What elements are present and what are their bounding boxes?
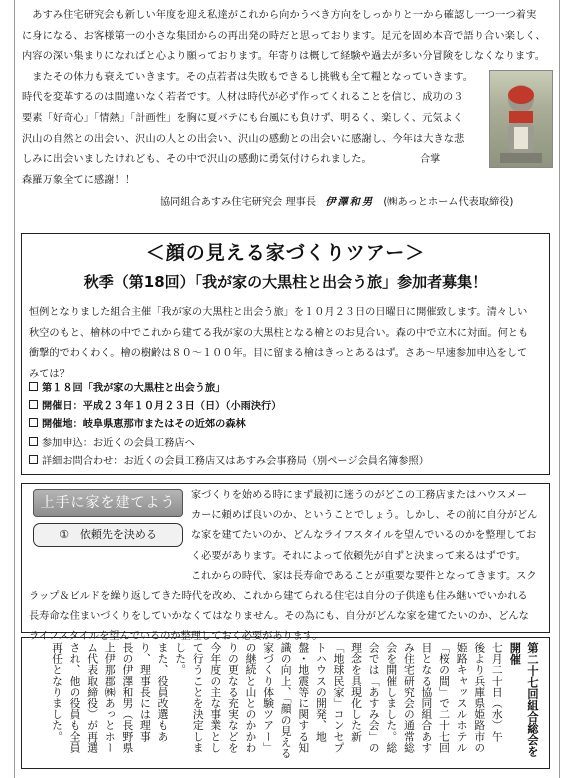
meeting-column: りの更なる充実などを <box>226 642 240 753</box>
closing-gassho: 合掌 <box>420 154 441 165</box>
meeting-column: り、理事長には理事 <box>138 642 152 742</box>
checkbox-square-icon <box>29 382 38 391</box>
list-item <box>29 416 544 434</box>
intro-line: 時代を変革するのは間違いなく若者です。人材は時代が必ず作ってくれることを信じ、成功の３ <box>22 92 464 104</box>
tour-subtitle: 秋季（第18回）「我が家の大黒柱と出会う旅」参加者募集！ <box>83 273 488 291</box>
tour-body-line: 衝撃的でわくわく。檜の樹齢は８０～１００年。目に留まる檜はきっとあるはず。さあ～早速参加申込をして <box>29 348 528 360</box>
tour-body-line: みては？ <box>29 368 70 380</box>
build-line: 家づくりを始める時にまず最初に迷うのがどこの工務店またはハウスメー <box>191 490 527 501</box>
list-item-text: 詳細お問合わせ：お近くの会員工務店又はあすみ会事務局（別ページ会員名簿参照） <box>42 455 429 467</box>
meeting-column: トハウスの開発、地 <box>314 642 328 742</box>
signature-name: 伊澤和男 <box>325 197 375 208</box>
meeting-column: 「地球民家」コンセプ <box>332 642 346 753</box>
meeting-column: 姫路キャッスルホテル <box>455 642 469 753</box>
build-line: これからの時代、家は長寿命であることが重要な要件となってきます。スク <box>191 570 537 582</box>
list-item-text: 開催地：岐阜県恵那市またはその近郊の森林 <box>42 419 246 431</box>
build-line: カーに頼めば良いのか、ということでしょう。しかし、その前に自分がどん <box>191 510 538 522</box>
meeting-column: した。 <box>174 642 188 676</box>
checkbox-square-icon <box>29 400 38 409</box>
tour-body-line: 恒例となりました組合主催「我が家の大黒柱と出会う旅」を１０月２３日の日曜日に開催致します。清々しい <box>29 307 528 318</box>
tour-title: ＜顔の見える家づくりツアー＞ <box>145 242 426 264</box>
intro-line: あすみ住宅研究会も新しい年度を迎え私達がこれから向かうべき方向をしっかりと一から確認し一つ一つ着実 <box>22 10 537 21</box>
meeting-column: 今年度の主な事業とし <box>209 642 223 753</box>
general-meeting-report-box <box>21 637 550 769</box>
meeting-column: 七月二十日（水）午 <box>490 642 504 742</box>
intro-line: しみに出会いましたけれども、その中で沢山の感動に勇気付けられました。 <box>22 154 372 166</box>
meeting-column: 目となる協同組合あす <box>420 642 434 753</box>
tour-announcement-box <box>21 233 550 475</box>
meeting-column: 再任となりました。 <box>50 642 64 742</box>
meeting-column: 長の伊澤和男（長野県 <box>121 642 135 753</box>
meeting-column: み住宅研究会の通常総 <box>402 642 416 753</box>
intro-line: 内容の深い集まりになればと心より願っております。年寄りは概して経験や過去が多い分冒険をしなくなります。 <box>22 51 546 63</box>
list-item-text: 第１８回「我が家の大黒柱と出会う旅」 <box>42 383 226 394</box>
meeting-column: て行うことを決定しま <box>191 642 205 753</box>
checkbox-square-icon <box>29 455 38 464</box>
checkbox-square-icon <box>29 418 38 427</box>
build-line: 長寿命な住まいづくりをしていかなくてはなりません。その為にも、自分がどんな家を建てたいのか、どんな <box>29 611 529 623</box>
build-line: な家を建てたいのか、どんなライフスタイルを望んでいるのかを整理してお <box>191 530 537 542</box>
tour-description <box>29 303 544 385</box>
meeting-column: され、他の役員も全員 <box>68 642 82 753</box>
meeting-column: の継続と山とのかかわ <box>244 642 258 753</box>
meeting-column: 盤・地震等に関する知 <box>297 642 311 753</box>
intro-line: 要素「好奇心」「情熱」「計画性」を胸に夏バテにも台風にも負けず、明るく、楽しく、元気よく <box>22 112 464 124</box>
meeting-column: 会を開催しました。総 <box>385 642 399 753</box>
meeting-report-vertical-text <box>48 642 541 764</box>
meeting-column: 後より兵庫県姫路市の <box>473 642 487 753</box>
meeting-column: 理念を具現化した新 <box>350 642 364 742</box>
signature-title: (㈱あっとホーム代表取締役) <box>383 197 514 208</box>
tour-body-line: 秋空のもと、檜林の中でこれから建てる我が家の大黒柱となる檜とのお見合い。森の中で立木に対面。何とも <box>29 327 529 339</box>
list-item <box>29 398 544 416</box>
meeting-column: 家づくり体験ツアー」 <box>262 642 276 753</box>
meeting-column: 「桜の間」で二十七回 <box>438 642 452 753</box>
intro-message <box>22 6 554 191</box>
list-item-text: 参加申込：お近くの会員工務店へ <box>42 437 195 449</box>
signature-line <box>160 193 513 208</box>
house-building-tips-box <box>21 483 550 643</box>
meeting-column: ム代表取締役）が再選 <box>86 642 100 753</box>
intro-line: またその体力も衰えていきます。その点若者は失敗もできるし挑戦も全て糧となっていきます。 <box>22 71 474 83</box>
build-line: ライフスタイルを望んでいるのか整理しておく必要があります。 <box>29 631 323 643</box>
meeting-heading: 第二十七回組合総会を開催 <box>508 642 539 757</box>
meeting-column: 上伊那郡㈱あっとホー <box>103 642 117 753</box>
checkbox-square-icon <box>29 437 38 446</box>
section-tab-title: 上手に家を建てよう <box>33 489 183 517</box>
jizo-statue-photo <box>489 70 553 168</box>
list-item-text: 開催日：平成２３年１０月２３日（日）（小雨決行） <box>42 401 282 413</box>
list-item <box>29 435 544 453</box>
build-line: ラップ＆ビルドを繰り返してきた時代を改め、これから建てられる住宅は自分の子供達も住み継いでいかれる <box>29 590 528 602</box>
intro-line: 森羅万象全てに感謝！！ <box>22 174 136 186</box>
list-item <box>29 380 544 398</box>
tour-details-list <box>29 380 544 471</box>
meeting-column: 会では「あすみ会」の <box>367 642 381 753</box>
intro-line: に身になる、お客様第一の小さな集団からの再出発の時だと思っております。足元を固め本音で語り合い楽しく、 <box>22 30 546 42</box>
meeting-column: 識の向上、「顔の見える <box>279 642 293 759</box>
signature-org: 協同組合あすみ住宅研究会 理事長 <box>160 197 317 208</box>
intro-line: 沢山の自然との出会い、沢山の人との出会い、沢山の感動との出会いに感謝し、今年は大きな悲 <box>22 133 465 145</box>
list-item <box>29 453 544 471</box>
meeting-column: また、役員改選もあ <box>156 642 170 742</box>
build-line: く必要があります。それによって依頼先が自ずと決まって来るはずです。 <box>191 550 526 562</box>
section-subtopic-label: ① 依頼先を決める <box>33 523 183 547</box>
